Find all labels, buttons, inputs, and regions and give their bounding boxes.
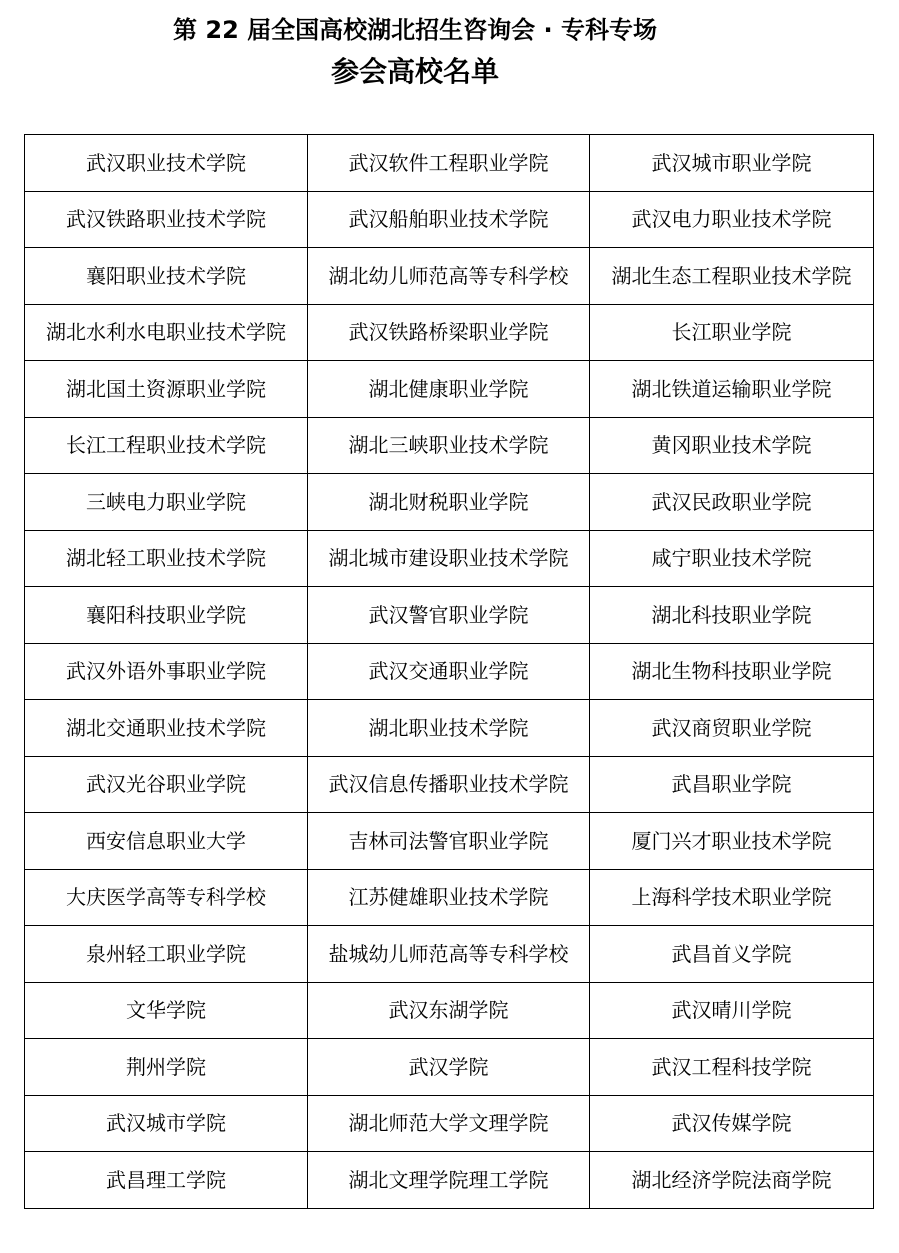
school-name-cell: 武汉光谷职业学院 xyxy=(25,756,308,813)
school-name-cell: 武汉软件工程职业学院 xyxy=(308,135,590,192)
school-name-cell: 湖北铁道运输职业学院 xyxy=(590,361,874,418)
table-row xyxy=(25,1152,874,1209)
table-row xyxy=(25,417,874,474)
school-name-cell: 湖北城市建设职业技术学院 xyxy=(308,530,590,587)
school-name-cell: 湖北轻工职业技术学院 xyxy=(25,530,308,587)
table-row xyxy=(25,191,874,248)
school-name-cell: 厦门兴才职业技术学院 xyxy=(590,813,874,870)
school-name-cell: 西安信息职业大学 xyxy=(25,813,308,870)
table-row xyxy=(25,869,874,926)
school-name-cell: 湖北三峡职业技术学院 xyxy=(308,417,590,474)
table-row xyxy=(25,643,874,700)
school-name-cell: 湖北生物科技职业学院 xyxy=(590,643,874,700)
school-name-cell: 武汉学院 xyxy=(308,1039,590,1096)
school-name-cell: 武汉城市学院 xyxy=(25,1095,308,1152)
school-name-cell: 武汉船舶职业技术学院 xyxy=(308,191,590,248)
table-row xyxy=(25,530,874,587)
school-name-cell: 湖北水利水电职业技术学院 xyxy=(25,304,308,361)
school-name-cell: 荆州学院 xyxy=(25,1039,308,1096)
table-row xyxy=(25,1095,874,1152)
school-name-cell: 武汉警官职业学院 xyxy=(308,587,590,644)
table-row xyxy=(25,361,874,418)
school-name-cell: 湖北国土资源职业学院 xyxy=(25,361,308,418)
school-name-cell: 江苏健雄职业技术学院 xyxy=(308,869,590,926)
school-name-cell: 黄冈职业技术学院 xyxy=(590,417,874,474)
school-list-table xyxy=(24,134,874,1209)
school-name-cell: 吉林司法警官职业学院 xyxy=(308,813,590,870)
table-row xyxy=(25,700,874,757)
table-row xyxy=(25,474,874,531)
table-row xyxy=(25,304,874,361)
school-name-cell: 湖北经济学院法商学院 xyxy=(590,1152,874,1209)
school-name-cell: 上海科学技术职业学院 xyxy=(590,869,874,926)
school-name-cell: 湖北幼儿师范高等专科学校 xyxy=(308,248,590,305)
school-name-cell: 武昌理工学院 xyxy=(25,1152,308,1209)
document-title: 第 22 届全国高校湖北招生咨询会 · 专科专场 xyxy=(173,16,657,44)
school-name-cell: 襄阳职业技术学院 xyxy=(25,248,308,305)
table-row xyxy=(25,926,874,983)
table-row xyxy=(25,813,874,870)
school-name-cell: 湖北文理学院理工学院 xyxy=(308,1152,590,1209)
school-name-cell: 武汉民政职业学院 xyxy=(590,474,874,531)
table-row xyxy=(25,1039,874,1096)
school-name-cell: 武汉东湖学院 xyxy=(308,982,590,1039)
school-name-cell: 武汉信息传播职业技术学院 xyxy=(308,756,590,813)
school-name-cell: 武汉城市职业学院 xyxy=(590,135,874,192)
school-name-cell: 长江职业学院 xyxy=(590,304,874,361)
table-row xyxy=(25,756,874,813)
school-name-cell: 武汉传媒学院 xyxy=(590,1095,874,1152)
table-row xyxy=(25,587,874,644)
school-name-cell: 湖北交通职业技术学院 xyxy=(25,700,308,757)
school-name-cell: 大庆医学高等专科学校 xyxy=(25,869,308,926)
school-name-cell: 武汉铁路桥梁职业学院 xyxy=(308,304,590,361)
school-name-cell: 长江工程职业技术学院 xyxy=(25,417,308,474)
table-row xyxy=(25,982,874,1039)
school-name-cell: 武昌首义学院 xyxy=(590,926,874,983)
school-name-cell: 武汉工程科技学院 xyxy=(590,1039,874,1096)
school-name-cell: 武汉外语外事职业学院 xyxy=(25,643,308,700)
school-name-cell: 湖北师范大学文理学院 xyxy=(308,1095,590,1152)
school-name-cell: 咸宁职业技术学院 xyxy=(590,530,874,587)
school-name-cell: 武昌职业学院 xyxy=(590,756,874,813)
school-name-cell: 三峡电力职业学院 xyxy=(25,474,308,531)
school-name-cell: 武汉晴川学院 xyxy=(590,982,874,1039)
school-name-cell: 武汉电力职业技术学院 xyxy=(590,191,874,248)
school-name-cell: 武汉铁路职业技术学院 xyxy=(25,191,308,248)
table-row xyxy=(25,248,874,305)
school-name-cell: 武汉交通职业学院 xyxy=(308,643,590,700)
school-name-cell: 湖北财税职业学院 xyxy=(308,474,590,531)
table-row xyxy=(25,135,874,192)
school-name-cell: 武汉商贸职业学院 xyxy=(590,700,874,757)
school-name-cell: 湖北健康职业学院 xyxy=(308,361,590,418)
document-subtitle: 参会高校名单 xyxy=(330,55,499,88)
school-name-cell: 湖北生态工程职业技术学院 xyxy=(590,248,874,305)
school-name-cell: 襄阳科技职业学院 xyxy=(25,587,308,644)
school-list-body xyxy=(25,135,874,1209)
school-name-cell: 湖北科技职业学院 xyxy=(590,587,874,644)
school-name-cell: 盐城幼儿师范高等专科学校 xyxy=(308,926,590,983)
school-name-cell: 泉州轻工职业学院 xyxy=(25,926,308,983)
school-name-cell: 武汉职业技术学院 xyxy=(25,135,308,192)
school-name-cell: 文华学院 xyxy=(25,982,308,1039)
school-name-cell: 湖北职业技术学院 xyxy=(308,700,590,757)
